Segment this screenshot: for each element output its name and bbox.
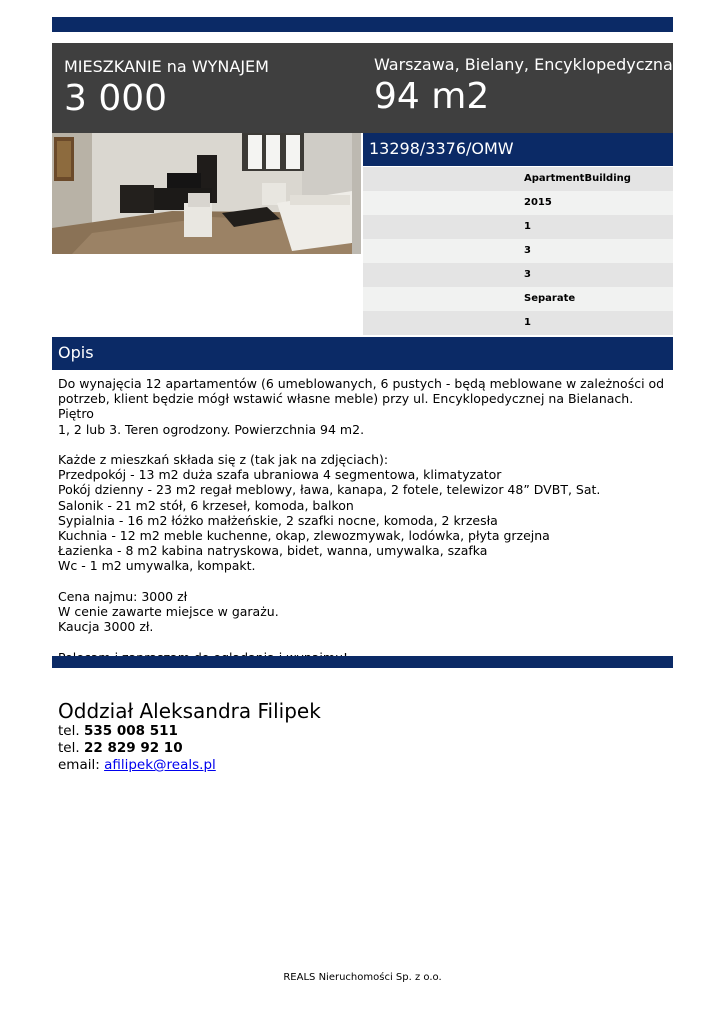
contact-block — [58, 699, 321, 774]
property-row — [363, 215, 673, 239]
properties-table — [363, 167, 673, 335]
description-line: 1, 2 lub 3. Teren ogrodzony. Powierzchnia 94 m2. — [58, 421, 365, 437]
email-line — [58, 757, 321, 774]
description-line: Wc - 1 m2 umywalka, kompakt. — [58, 558, 256, 574]
offer-type: MIESZKANIE na WYNAJEM — [64, 57, 269, 76]
property-row — [363, 263, 673, 287]
listing-header — [52, 43, 673, 133]
description-line: Kuchnia - 12 m2 meble kuchenne, okap, zlewozmywak, lodówka, płyta grzejna — [58, 528, 550, 544]
footer-company: REALS Nieruchomości Sp. z o.o. — [283, 972, 442, 983]
email-link[interactable]: afilipek@reals.pl — [104, 757, 216, 773]
living-room-image — [52, 133, 361, 254]
top-accent-bar — [52, 17, 673, 32]
property-value: Separate — [524, 293, 576, 304]
reference-number: 13298/3376/OMW — [369, 139, 514, 158]
phone-line-2 — [58, 740, 321, 757]
area: 94 m2 — [374, 76, 490, 117]
phone-number-2[interactable]: 22 829 92 10 — [83, 740, 183, 756]
property-value: 1 — [524, 221, 531, 232]
property-value: 2015 — [524, 197, 552, 208]
header-right — [374, 55, 673, 117]
description-line: potrzeb, klient będzie mógł wstawić własne meble) przy ul. Encyklopedycznej na Bielanach. Piętro — [58, 391, 634, 422]
description-line: Łazienka - 8 m2 kabina natryskowa, bidet, wanna, umywalka, szafka — [58, 543, 488, 559]
description-title: Opis — [58, 343, 94, 362]
property-row — [363, 287, 673, 311]
location: Warszawa, Bielany, Encyklopedyczna — [374, 55, 673, 74]
description-line: Salonik - 21 m2 stół, 6 krzeseł, komoda, balkon — [58, 497, 354, 513]
agent-name: Oddział Aleksandra Filipek — [58, 699, 321, 723]
property-value: ApartmentBuilding — [524, 173, 631, 184]
property-row — [363, 191, 673, 215]
price: 3 000 — [64, 78, 168, 119]
phone-number-1[interactable]: 535 008 511 — [83, 723, 178, 739]
description-line: Każde z mieszkań składa się z (tak jak na zdjęciach): — [58, 452, 389, 467]
property-row — [363, 167, 673, 191]
tel-label: tel. — [58, 723, 80, 739]
description-line: Cena najmu: 3000 zł — [58, 588, 188, 604]
property-row — [363, 311, 673, 335]
header-left — [64, 57, 269, 119]
description-line: Sypialnia - 16 m2 łóżko małżeńskie, 2 szafki nocne, komoda, 2 krzesła — [58, 512, 498, 528]
description-line: W cenie zawarte miejsce w garażu. — [58, 604, 279, 620]
property-value: 3 — [524, 269, 531, 280]
property-value: 1 — [524, 317, 531, 328]
phone-line-1 — [58, 723, 321, 740]
description-line: Kaucja 3000 zł. — [58, 619, 154, 635]
description-line: Do wynajęcia 12 apartamentów (6 umeblowanych, 6 pustych - będą meblowane w zależności od — [58, 376, 665, 391]
reference-bar — [363, 133, 673, 166]
description-body — [58, 376, 668, 665]
property-value: 3 — [524, 245, 531, 256]
description-header — [52, 337, 673, 370]
tel-label: tel. — [58, 740, 80, 756]
property-row — [363, 239, 673, 263]
description-line: Przedpokój - 13 m2 duża szafa ubraniowa 4 segmentowa, klimatyzator — [58, 467, 502, 483]
apartment-photo — [52, 133, 361, 254]
bottom-accent-bar — [52, 656, 673, 668]
email-label: email: — [58, 757, 100, 773]
description-line: Pokój dzienny - 23 m2 regał meblowy, ława, kanapa, 2 fotele, telewizor 48” DVBT, Sat. — [58, 482, 601, 498]
